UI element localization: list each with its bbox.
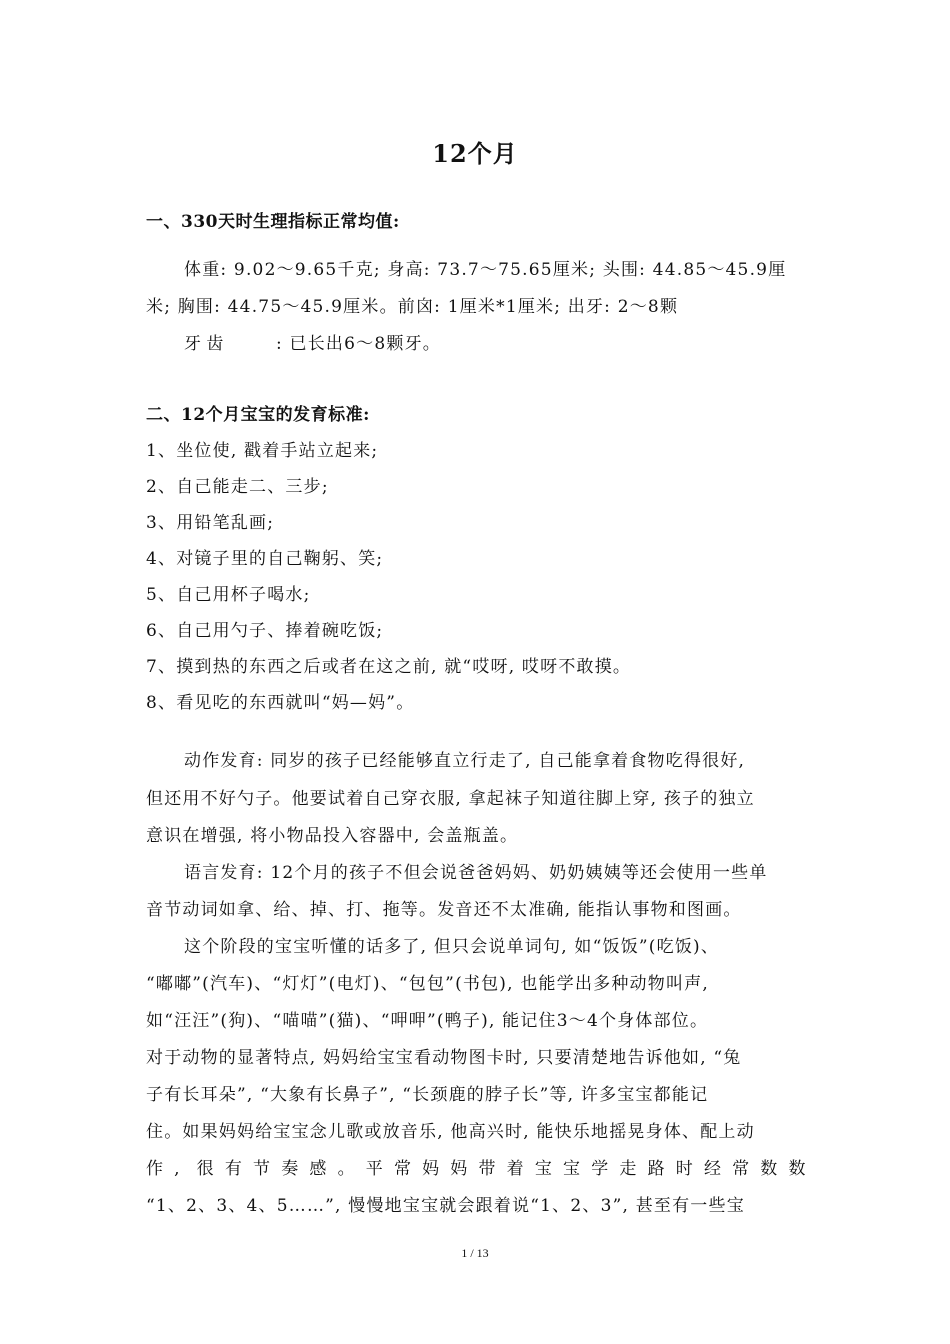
paragraph-line: 动作发育: 同岁的孩子已经能够直立行走了, 自己能拿着食物吃得很好, [184, 751, 746, 771]
list-item: 5、自己用杯子喝水; [146, 585, 311, 605]
list-item: 4、对镜子里的自己鞠躬、笑; [146, 549, 384, 569]
section1-line: 米; 胸围: 44.75～45.9厘米。前囟: 1厘米*1厘米; 出牙: 2～8颗 [146, 297, 679, 317]
paragraph-line: 如“汪汪”(狗)、“喵喵”(猫)、“呷呷”(鸭子), 能记住3～4个身体部位。 [146, 1011, 709, 1031]
teeth-value: : 已长出6～8颗牙。 [276, 334, 441, 354]
list-item: 1、坐位使, 戳着手站立起来; [146, 441, 379, 461]
paragraph-line: “嘟嘟”(汽车)、“灯灯”(电灯)、“包包”(书包), 也能学出多种动物叫声, [146, 974, 709, 994]
paragraph-line: 这个阶段的宝宝听懂的话多了, 但只会说单词句, 如“饭饭”(吃饭)、 [184, 937, 720, 957]
teeth-line [184, 329, 441, 354]
paragraph-line: “1、2、3、4、5……”, 慢慢地宝宝就会跟着说“1、2、3”, 甚至有一些宝 [146, 1196, 745, 1216]
paragraph-line: 音节动词如拿、给、掉、打、拖等。发音还不太准确, 能指认事物和图画。 [146, 900, 742, 920]
paragraph-line: 住。如果妈妈给宝宝念儿歌或放音乐, 他高兴时, 能快乐地摇晃身体、配上动 [146, 1122, 755, 1142]
list-item: 6、自己用勺子、捧着碗吃饭; [146, 621, 384, 641]
paragraph-line: 语言发育: 12个月的孩子不但会说爸爸妈妈、奶奶姨姨等还会使用一些单 [184, 863, 768, 883]
list-item: 8、看见吃的东西就叫“妈—妈”。 [146, 693, 415, 713]
paragraph-line: 意识在增强, 将小物品投入容器中, 会盖瓶盖。 [146, 826, 519, 846]
paragraph-line: 子有长耳朵”, “大象有长鼻子”, “长颈鹿的脖子长”等, 许多宝宝都能记 [146, 1085, 709, 1105]
page-title: 12个月 [432, 139, 518, 168]
teeth-label: 牙 齿 [184, 334, 224, 354]
page-number: 1 / 13 [461, 1246, 489, 1260]
paragraph-line: 作, 很有节奏感。平常妈妈带着宝宝学走路时经常数数 [146, 1159, 806, 1179]
list-item: 7、摸到热的东西之后或者在这之前, 就“哎呀, 哎呀不敢摸。 [146, 657, 632, 677]
section1-line: 体重: 9.02～9.65千克; 身高: 73.7～75.65厘米; 头围: 44.85～45.9厘 [184, 260, 787, 280]
section1-heading: 一、330天时生理指标正常均值: [146, 212, 400, 232]
paragraph-line: 对于动物的显著特点, 妈妈给宝宝看动物图卡时, 只要清楚地告诉他如, “兔 [146, 1048, 742, 1068]
list-item: 2、自己能走二、三步; [146, 477, 329, 497]
list-item: 3、用铅笔乱画; [146, 513, 275, 533]
paragraph-line: 但还用不好勺子。他要试着自己穿衣服, 拿起袜子知道往脚上穿, 孩子的独立 [146, 789, 755, 809]
section2-heading: 二、12个月宝宝的发育标准: [146, 405, 370, 425]
